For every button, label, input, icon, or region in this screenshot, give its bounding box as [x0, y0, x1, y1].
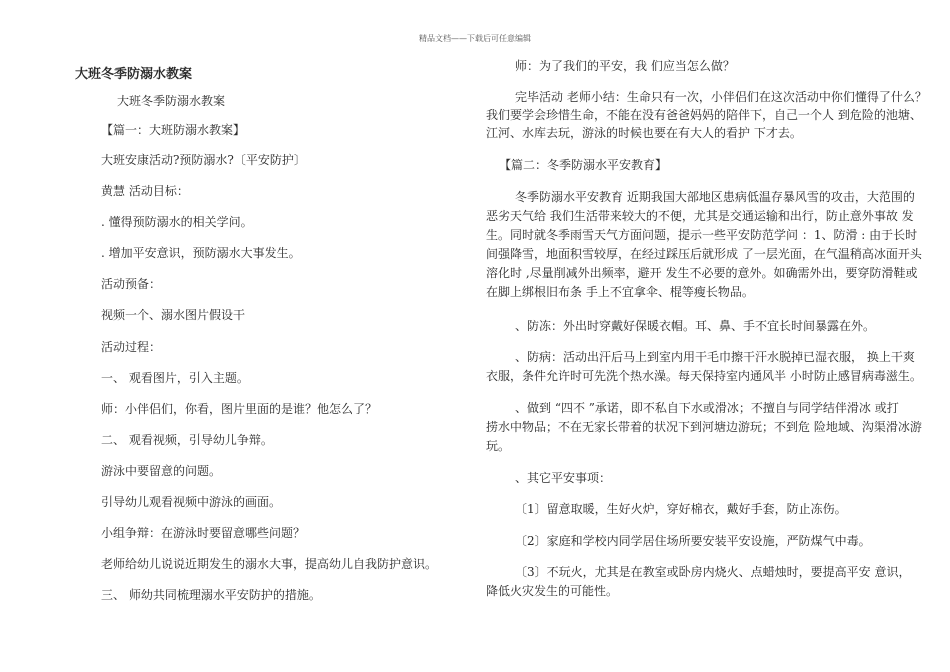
paragraph: 降低火灾发生的可能性。: [486, 584, 619, 598]
paragraph: 一、 观看图片，引入主题。: [101, 371, 249, 385]
paragraph: 活动过程：: [101, 340, 162, 354]
paragraph: 冬季防溺水平安教育 近期我国大部地区患病低温存暴风雪的攻击，大范围的: [515, 190, 915, 204]
paragraph: 生。同时就冬季雨雪天气方面问题，提示一些平安防范学问 ：1、防滑 : 由于长时: [486, 228, 918, 242]
paragraph: 师：为了我们的平安，我 们应当怎么做？: [515, 59, 735, 73]
section-heading-2: 【篇二：冬季防溺水平安教育】: [499, 158, 668, 172]
paragraph: 玩。: [486, 439, 511, 453]
paragraph: 二、 观看视频，引导幼儿争辩。: [101, 433, 273, 447]
subtitle: 大班冬季防溺水教案: [117, 94, 226, 108]
paragraph: 衣服，条件允许时可先洗个热水澡。每天保持室内通风半 小时防止感冒病毒滋生。: [486, 369, 922, 383]
paragraph: 小组争辩：在游泳时要留意哪些问题？: [101, 526, 306, 540]
paragraph: 在脚上绑根旧布条 手上不宜拿伞、棍等瘦长物品。: [486, 285, 754, 299]
paragraph: 黄慧 活动目标：: [101, 184, 189, 198]
paragraph: 老师给幼儿说说近期发生的溺水大事，提高幼儿自我防护意识。: [101, 557, 438, 571]
paragraph: 活动预备：: [101, 277, 162, 291]
page-header: 精品文档——下载后可任意编辑: [419, 34, 531, 43]
paragraph: 〔1〕留意取暖，生好火炉，穿好棉衣，戴好手套，防止冻伤。: [515, 502, 847, 516]
section-heading-1: 【篇一：大班防溺水教案】: [101, 123, 246, 137]
paragraph: . 增加平安意识，预防溺水大事发生。: [101, 246, 301, 260]
paragraph: . 懂得预防溺水的相关学问。: [101, 215, 253, 229]
paragraph: 、防病：活动出汗后马上到室内用干毛巾擦干汗水脱掉已湿衣服， 换上干爽: [515, 350, 915, 364]
paragraph: 溶化时 ,尽量削减外出频率，避开 发生不必要的意外。如确需外出，要穿防滑鞋或: [486, 266, 918, 280]
paragraph: 、其它平安事项：: [515, 471, 612, 485]
paragraph: 恶劣天气给 我们生活带来较大的不便，尤其是交通运输和出行，防止意外事故 发: [486, 209, 914, 223]
paragraph: 间强降雪，地面积雪较厚，在经过踩压后就形成 了一层光面，在气温稍高冰面开头: [486, 247, 922, 261]
paragraph: 完毕活动 老师小结：生命只有一次，小伴侣们在这次活动中你们懂得了什么？: [515, 90, 927, 104]
paragraph: 〔2〕家庭和学校内同学居住场所要安装平安设施，严防煤气中毒。: [515, 534, 871, 548]
paragraph: 〔3〕不玩火，尤其是在教室或卧房内烧火、点蜡烛时，要提高平安 意识，: [515, 565, 911, 579]
paragraph: 游泳中要留意的问题。: [101, 464, 222, 478]
paragraph: 江河、水库去玩，游泳的时候也要在有大人的看护 下才去。: [486, 126, 802, 140]
paragraph: 、防冻：外出时穿戴好保暖衣帽。耳、鼻、手不宜长时间暴露在外。: [515, 319, 876, 333]
paragraph: 我们要学会珍惜生命，不能在没有爸爸妈妈的陪伴下，自己一个人 到危险的池塘、: [486, 108, 922, 122]
paragraph: 视频一个、溺水图片假设干: [101, 308, 246, 322]
paragraph: 师：小伴侣们，你看，图片里面的是谁？他怎么了？: [101, 402, 378, 416]
document-title: 大班冬季防溺水教案: [75, 67, 193, 82]
paragraph: 三、 师幼共同梳理溺水平安防护的措施。: [101, 588, 321, 602]
paragraph: 引导幼儿观看视频中游泳的画面。: [101, 495, 282, 509]
paragraph: 大班安康活动?预防溺水?〔平安防护〕: [101, 153, 306, 167]
paragraph: 捞水中物品；不在无家长带着的状况下到河塘边游玩；不到危 险地域、沟渠滑冰游: [486, 420, 922, 434]
paragraph: 、做到 “四不 ”承诺，即不私自下水或滑冰；不擅自与同学结伴滑冰 或打: [515, 401, 899, 415]
